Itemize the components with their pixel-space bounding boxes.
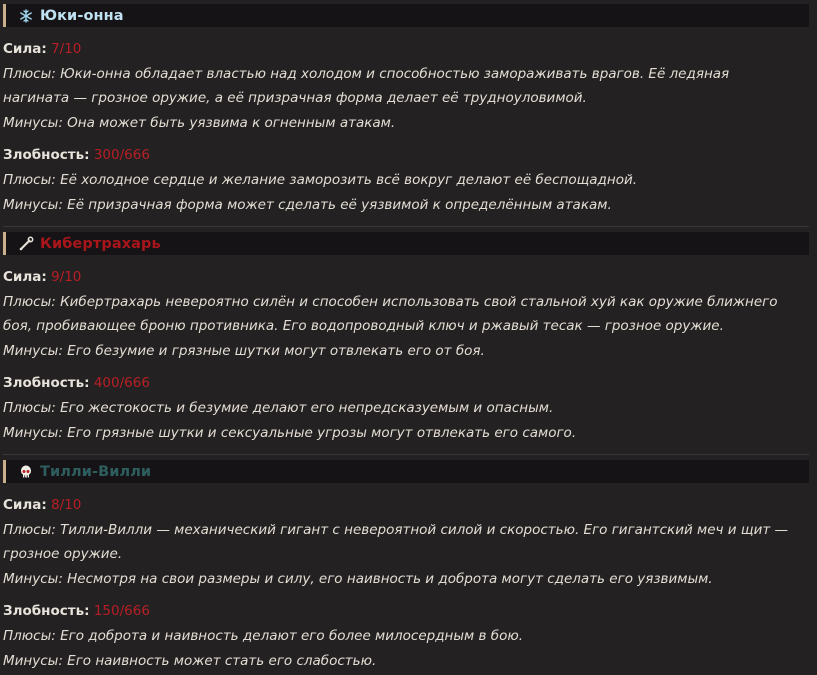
evil-stat [3, 147, 150, 163]
evil-label: Злобность: [3, 375, 90, 391]
evil-cons-line: Минусы: Её призрачная форма может сделать её уязвимой к определённым атакам. [3, 197, 612, 213]
character-header [3, 460, 809, 483]
evil-pros-line: Плюсы: Его жестокость и безумие делают его непредсказуемым и опасным. [3, 400, 554, 416]
power-label: Сила: [3, 269, 47, 285]
power-label: Сила: [3, 41, 47, 57]
divider [3, 226, 809, 227]
power-stat [3, 41, 81, 57]
power-cons-line: Минусы: Его безумие и грязные шутки могут отвлекать его от боя. [3, 343, 485, 359]
evil-pros-line: Плюсы: Её холодное сердце и желание заморозить всё вокруг делают её беспощадной. [3, 172, 638, 188]
character-name: Юки-онна [40, 7, 124, 24]
power-value: 7/10 [51, 41, 82, 57]
evil-stat [3, 375, 150, 391]
evil-stat [3, 603, 150, 619]
power-label: Сила: [3, 497, 47, 513]
evil-value: 150/666 [93, 603, 150, 619]
power-pros-line: нагината — грозное оружие, а её призрачная форма делает её трудноуловимой. [3, 90, 587, 106]
wrench-icon [18, 236, 34, 252]
power-pros-line: Плюсы: Кибертрахарь невероятно силён и способен использовать свой стальной хуй как оружие ближнего [3, 294, 778, 310]
character-name: Кибертрахарь [40, 235, 161, 252]
power-cons-line: Минусы: Несмотря на свои размеры и силу, его наивность и доброта могут сделать его уязвимым. [3, 571, 713, 587]
character-header [3, 4, 809, 27]
evil-value: 400/666 [93, 375, 150, 391]
evil-pros-line: Плюсы: Его доброта и наивность делают его более милосердным в бою. [3, 628, 523, 644]
power-stat [3, 269, 81, 285]
evil-label: Злобность: [3, 603, 90, 619]
power-pros-line: боя, пробивающее броню противника. Его водопроводный ключ и ржавый тесак — грозное оружие. [3, 318, 724, 334]
evil-label: Злобность: [3, 147, 90, 163]
skull-icon [18, 464, 34, 480]
character-name: Тилли-Вилли [40, 463, 152, 480]
power-pros-line: Плюсы: Тилли-Вилли — механический гигант с невероятной силой и скоростью. Его гигантский меч и щит — [3, 522, 789, 538]
evil-cons-line: Минусы: Его наивность может стать его слабостью. [3, 653, 377, 669]
power-cons-line: Минусы: Она может быть уязвима к огненным атакам. [3, 115, 396, 131]
snowflake-icon [18, 8, 34, 24]
divider [3, 454, 809, 455]
evil-value: 300/666 [93, 147, 150, 163]
power-pros-line: Плюсы: Юки-онна обладает властью над холодом и способностью замораживать врагов. Её ледяная [3, 66, 730, 82]
power-pros-line: грозное оружие. [3, 546, 123, 562]
character-header [3, 232, 809, 255]
power-value: 8/10 [51, 497, 82, 513]
power-stat [3, 497, 81, 513]
evil-cons-line: Минусы: Его грязные шутки и сексуальные угрозы могут отвлекать его самого. [3, 425, 577, 441]
power-value: 9/10 [51, 269, 82, 285]
